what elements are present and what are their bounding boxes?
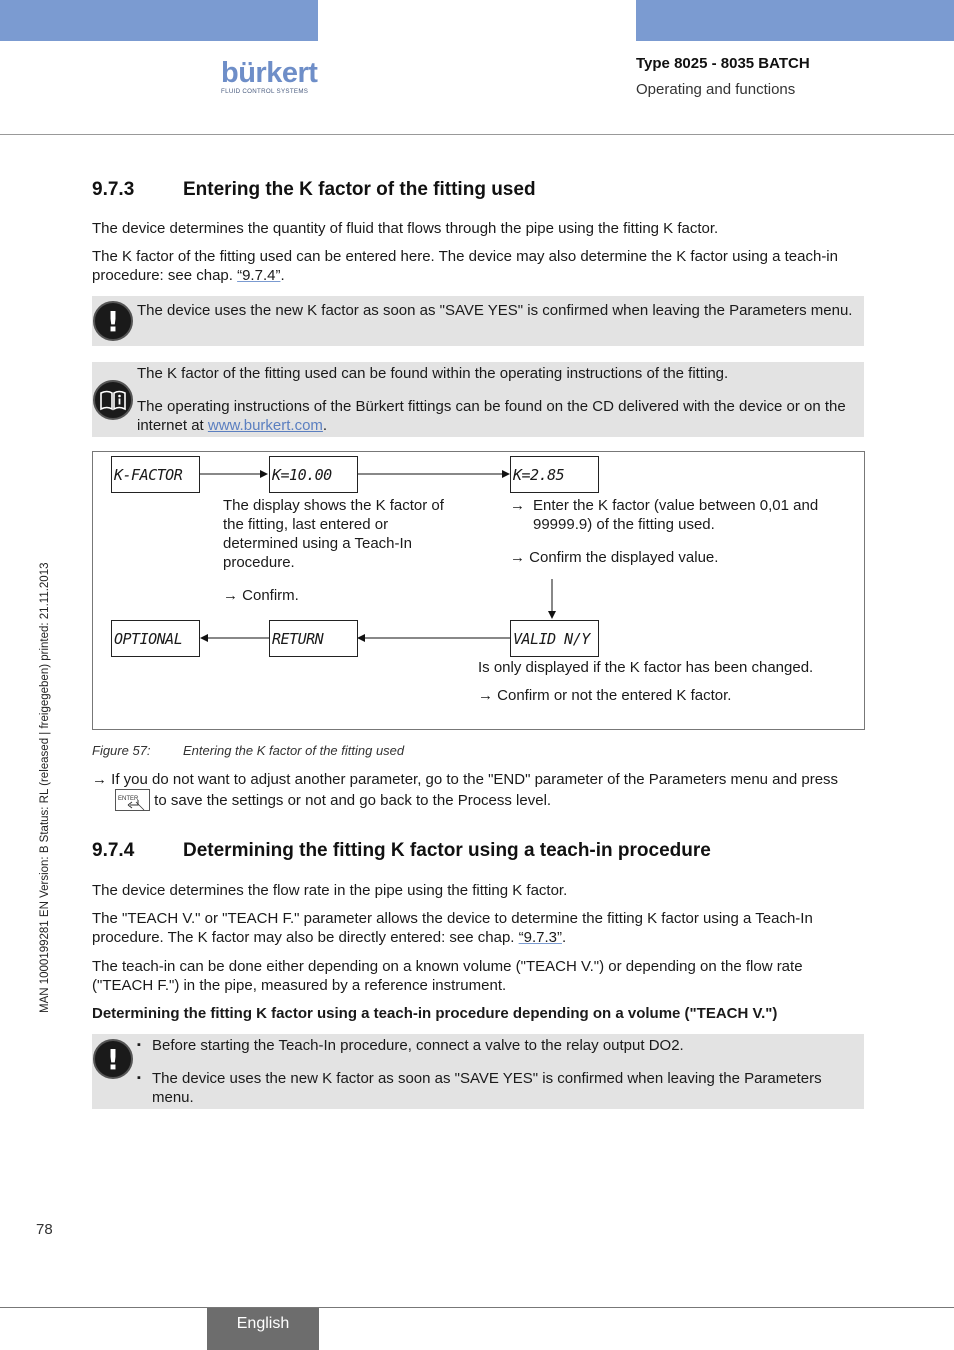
chapter-link-974[interactable]: “9.7.4” [237, 267, 281, 284]
section-heading-973 [92, 179, 536, 201]
paragraph: The device determines the flow rate in the pipe using the fitting K factor. [92, 882, 568, 899]
paragraph-text: . [561, 929, 567, 946]
diagram-text-enter: Enter the K factor (value between 0,01 and 99999.9) of the fitting used. [533, 497, 819, 533]
brand-logo [221, 58, 319, 95]
diagram-text-confirm-or-not: → Confirm or not the entered K factor. [478, 687, 732, 704]
lcd-k-new: K=2.85 [510, 456, 599, 493]
info-text-part: . [322, 417, 328, 434]
warning-icon [93, 301, 133, 341]
lcd-valid: VALID N/Y [510, 620, 599, 657]
figure-label: Figure 57: [92, 743, 151, 758]
info-text-part: The operating instructions of the Bürkert fittings can be found on the CD delivered with the device or on the internet at [137, 398, 846, 434]
warning-note [92, 1034, 864, 1109]
paragraph [92, 247, 864, 285]
header-bar-right [636, 0, 954, 41]
bullet-item: ▪ Before starting the Teach-In procedure, connect a valve to the relay output DO2. [137, 1036, 852, 1055]
enter-key-icon [115, 789, 150, 811]
doc-type: Type 8025 - 8035 BATCH [636, 55, 810, 72]
sidebar-doc-info: MAN 1000199281 EN Version: B Status: RL (released | freigegeben) printed: 21.11.2013 [39, 562, 51, 1013]
menu-flow-diagram [92, 451, 865, 730]
section-heading-974 [92, 840, 711, 862]
section-title: Entering the K factor of the fitting used [183, 179, 536, 200]
info-text [137, 397, 857, 435]
section-number: 9.7.3 [92, 179, 135, 200]
paragraph: The device determines the quantity of fluid that flows through the pipe using the fitting K factor. [92, 220, 719, 237]
figure-caption-text: Entering the K factor of the fitting used [183, 743, 405, 758]
doc-subtitle: Operating and functions [636, 81, 796, 98]
diagram-text-confirm: → Confirm. [223, 587, 299, 604]
paragraph: The teach-in can be done either depending on a known volume ("TEACH V.") or depending on the flow rate ("TEACH F.") in the pipe, measured by a reference instrument. [92, 958, 803, 994]
figure-caption [92, 743, 404, 758]
lcd-k-current: K=10.00 [269, 456, 358, 493]
lcd-k-factor: K-FACTOR [111, 456, 200, 493]
info-note [92, 362, 864, 437]
language-tab: English [207, 1308, 319, 1350]
diagram-text-display: The display shows the K factor of the fitting, last entered or determined using a Teach-In procedure. [223, 497, 444, 571]
lcd-optional: OPTIONAL [111, 620, 200, 657]
warning-note [92, 296, 864, 346]
lcd-return: RETURN [269, 620, 358, 657]
paragraph-text: . [280, 267, 285, 284]
step-arrow: → [92, 771, 107, 788]
diagram-text-confirm-displayed: → Confirm the displayed value. [510, 549, 719, 566]
section-number: 9.7.4 [92, 840, 135, 861]
warning-text: The device uses the new K factor as soon as "SAVE YES" is confirmed when leaving the Parameters menu. [137, 302, 853, 319]
header-bar-left [0, 0, 318, 41]
page-number: 78 [36, 1221, 53, 1238]
chapter-link-973[interactable]: “9.7.3” [518, 929, 562, 946]
paragraph-text: The "TEACH V." or "TEACH F." parameter allows the device to determine the fitting K factor using a Teach-In procedure. The K factor may also be directly entered: see chap. [92, 910, 813, 946]
diagram-arrow-glyph: → [510, 497, 525, 514]
instruction-text: to save the settings or not and go back to the Process level. [154, 792, 552, 809]
enter-key-label: ENTER [118, 796, 139, 802]
paragraph [92, 909, 864, 947]
footer-divider [0, 1307, 954, 1308]
instruction-text: If you do not want to adjust another parameter, go to the "END" parameter of the Parameters menu and press [111, 771, 839, 788]
bullet-item: ▪ The device uses the new K factor as soon as "SAVE YES" is confirmed when leaving the Parameters menu. [137, 1069, 852, 1107]
website-link[interactable]: www.burkert.com [207, 417, 323, 434]
header-divider [0, 134, 954, 135]
manual-book-icon [93, 380, 133, 420]
paragraph-text: The K factor of the fitting used can be entered here. The device may also determine the K factor using a teach-in procedure: see chap. [92, 248, 838, 284]
warning-bullets [137, 1036, 852, 1121]
logo-tagline: FLUID CONTROL SYSTEMS [221, 88, 309, 95]
subheading: Determining the fitting K factor using a teach-in procedure depending on a volume ("TEACH V.") [92, 1005, 778, 1022]
warning-icon [93, 1039, 133, 1079]
logo-wordmark: bürkert [221, 57, 318, 89]
info-text: The K factor of the fitting used can be found within the operating instructions of the fitting. [137, 365, 729, 382]
section-title: Determining the fitting K factor using a teach-in procedure [183, 840, 711, 861]
instruction-step [92, 770, 867, 811]
diagram-text-only: Is only displayed if the K factor has been changed. [478, 659, 814, 676]
